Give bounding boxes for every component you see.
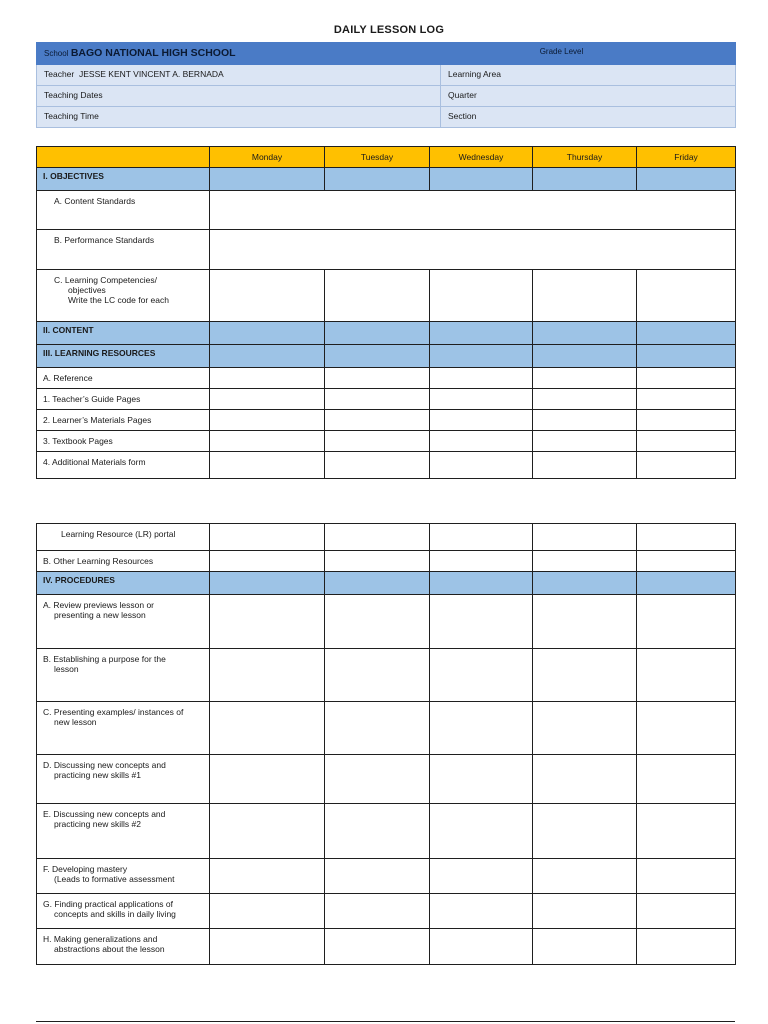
content-standards-row — [37, 191, 736, 230]
additional-materials-row — [37, 452, 736, 479]
school-name: BAGO NATIONAL HIGH SCHOOL — [70, 47, 236, 59]
procedure-h-row — [37, 929, 736, 965]
learners-materials-row — [37, 410, 736, 431]
procedure-d-line-1: D. Discussing new concepts and — [43, 760, 166, 770]
teacher-cell — [37, 65, 441, 86]
procedure-e-label — [37, 804, 210, 859]
procedure-b-row — [37, 649, 736, 702]
content-label: II. CONTENT — [37, 322, 210, 345]
reference-label: A. Reference — [37, 368, 210, 389]
learning-competencies-row — [37, 270, 736, 322]
document-title: DAILY LESSON LOG — [333, 24, 445, 36]
procedures-row — [37, 572, 736, 595]
lr-portal-row — [37, 524, 736, 551]
procedure-a-line-2: presenting a new lesson — [54, 610, 146, 620]
procedure-e-line-1: E. Discussing new concepts and — [43, 809, 166, 819]
procedure-h-line-1: H. Making generalizations and — [43, 934, 158, 944]
procedure-d-line-2: practicing new skills #1 — [54, 770, 141, 780]
lesson-table-part2 — [36, 523, 736, 965]
teachers-guide-label: 1. Teacher’s Guide Pages — [37, 389, 210, 410]
day-header-friday: Friday — [637, 147, 736, 168]
procedure-h-label — [37, 929, 210, 965]
procedure-h-line-2: abstractions about the lesson — [54, 944, 165, 954]
section-label: Section — [441, 107, 736, 128]
school-row — [37, 43, 736, 65]
objectives-label: I. OBJECTIVES — [37, 168, 210, 191]
procedure-d-label — [37, 755, 210, 804]
learning-resources-row — [37, 345, 736, 368]
procedure-b-line-2: lesson — [54, 664, 79, 674]
textbook-label: 3. Textbook Pages — [37, 431, 210, 452]
lc-line-1: C. Learning Competencies/ — [54, 275, 158, 285]
header-info-table — [36, 42, 736, 128]
performance-standards-label: B. Performance Standards — [37, 230, 210, 270]
procedure-d-row — [37, 755, 736, 804]
procedure-g-line-2: concepts and skills in daily living — [54, 909, 176, 919]
procedure-a-line-1: A. Review previews lesson or — [43, 600, 155, 610]
school-label: School — [44, 49, 69, 58]
learning-area-label: Learning Area — [441, 65, 736, 86]
teaching-dates-row — [37, 86, 736, 107]
learning-resources-label: III. LEARNING RESOURCES — [37, 345, 210, 368]
content-standards-cell[interactable] — [210, 191, 736, 230]
procedure-g-row — [37, 894, 736, 929]
procedure-a-row — [37, 595, 736, 649]
day-header-wednesday: Wednesday — [430, 147, 533, 168]
day-header-tuesday: Tuesday — [325, 147, 430, 168]
additional-materials-label: 4. Additional Materials form — [37, 452, 210, 479]
procedure-g-line-1: G. Finding practical applications of — [43, 899, 173, 909]
teaching-dates-label: Teaching Dates — [37, 86, 441, 107]
procedure-f-row — [37, 859, 736, 894]
reference-row — [37, 368, 736, 389]
other-resources-row — [37, 551, 736, 572]
procedure-b-label — [37, 649, 210, 702]
procedures-label: IV. PROCEDURES — [37, 572, 210, 595]
content-standards-label: A. Content Standards — [37, 191, 210, 230]
content-row — [37, 322, 736, 345]
learning-competencies-label — [37, 270, 210, 322]
procedure-e-row — [37, 804, 736, 859]
quarter-label: Quarter — [441, 86, 736, 107]
footer-divider — [36, 1021, 735, 1022]
teacher-label: Teacher — [44, 69, 75, 79]
objectives-row — [37, 168, 736, 191]
day-header-monday: Monday — [210, 147, 325, 168]
procedure-c-line-2: new lesson — [54, 717, 97, 727]
procedure-e-line-2: practicing new skills #2 — [54, 819, 141, 829]
performance-standards-row — [37, 230, 736, 270]
lesson-table-part1 — [36, 146, 736, 479]
procedure-f-label — [37, 859, 210, 894]
teacher-row — [37, 65, 736, 86]
procedure-g-label — [37, 894, 210, 929]
teachers-guide-row — [37, 389, 736, 410]
procedure-a-label — [37, 595, 210, 649]
grade-level-label: Grade Level — [441, 43, 736, 65]
day-header-thursday: Thursday — [533, 147, 637, 168]
header-blank-cell — [37, 147, 210, 168]
procedure-c-row — [37, 702, 736, 755]
procedure-c-line-1: C. Presenting examples/ instances of — [43, 707, 184, 717]
procedure-c-label — [37, 702, 210, 755]
procedure-b-line-1: B. Establishing a purpose for the — [43, 654, 166, 664]
other-resources-label: B. Other Learning Resources — [37, 551, 210, 572]
day-header-row — [37, 147, 736, 168]
lr-portal-label: Learning Resource (LR) portal — [37, 524, 210, 551]
teaching-time-row — [37, 107, 736, 128]
school-cell — [37, 43, 441, 65]
learners-materials-label: 2. Learner’s Materials Pages — [37, 410, 210, 431]
lc-line-2: objectives — [68, 285, 106, 295]
performance-standards-cell[interactable] — [210, 230, 736, 270]
lc-line-3: Write the LC code for each — [68, 295, 169, 305]
procedure-f-line-2: (Leads to formative assessment — [54, 874, 175, 884]
textbook-row — [37, 431, 736, 452]
procedure-f-line-1: F. Developing mastery — [43, 864, 128, 874]
teacher-name: JESSE KENT VINCENT A. BERNADA — [78, 69, 224, 79]
teaching-time-label: Teaching Time — [37, 107, 441, 128]
